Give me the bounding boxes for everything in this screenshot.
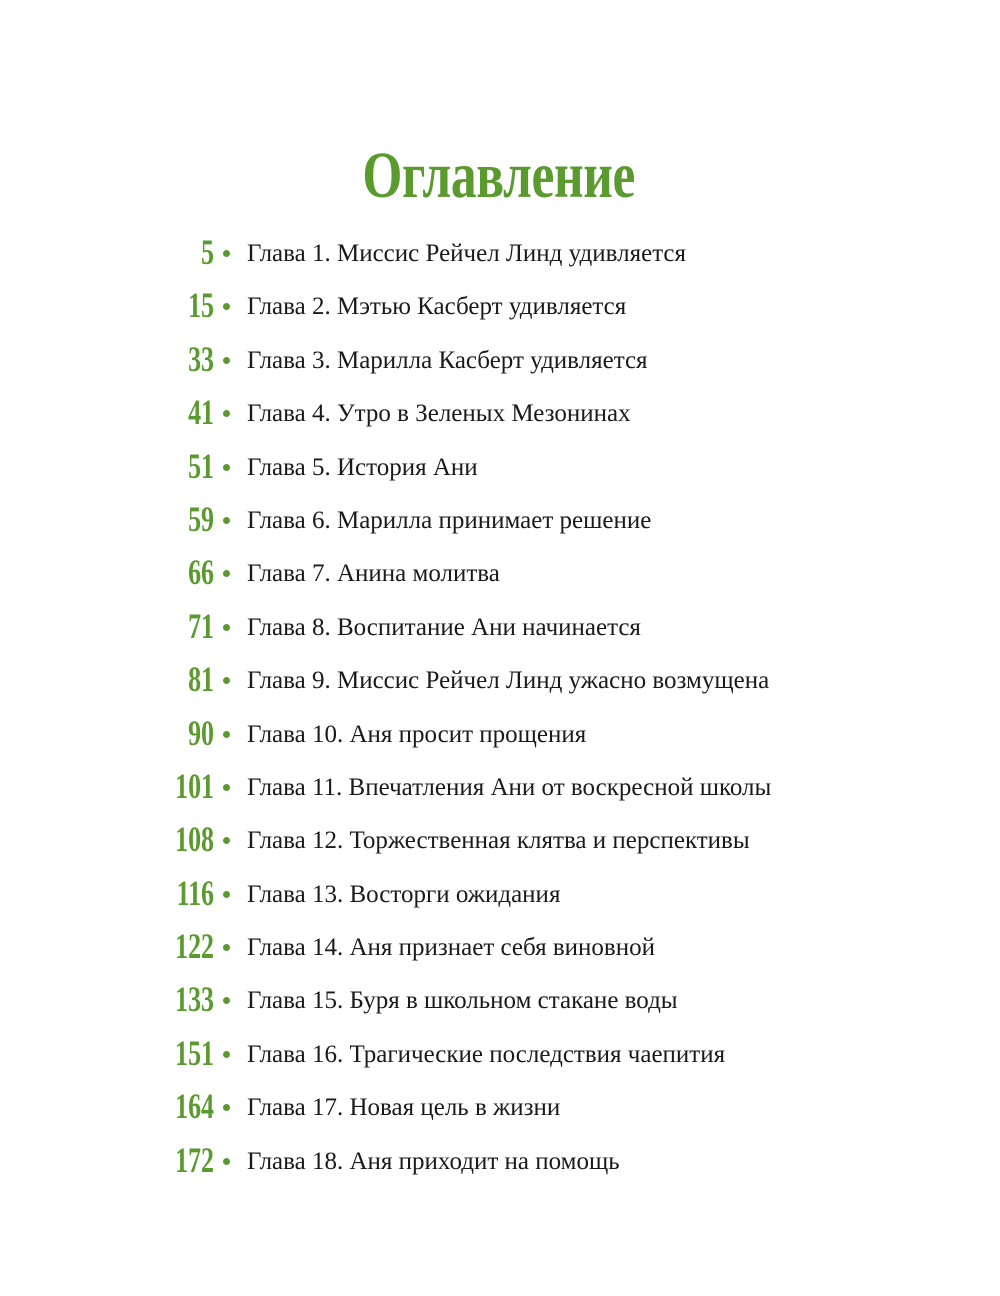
chapter-title: Глава 8. Воспитание Ани начинается — [247, 613, 641, 641]
page-number: 172 — [175, 1139, 214, 1180]
page-number: 41 — [188, 392, 214, 433]
toc-entry-12[interactable] — [0, 815, 1000, 868]
bullet-dot-icon — [223, 1158, 230, 1165]
toc-entry-9[interactable] — [0, 655, 1000, 708]
bullet-dot-icon — [223, 731, 230, 738]
page-number: 71 — [188, 605, 214, 646]
page-number: 5 — [201, 232, 214, 272]
page-number: 59 — [188, 498, 214, 539]
page-number: 51 — [188, 445, 214, 486]
bullet-dot-icon — [223, 410, 230, 417]
bullet-dot-icon — [223, 1104, 230, 1111]
chapter-title: Глава 2. Мэтью Касберт удивляется — [247, 293, 627, 321]
page-number: 116 — [176, 872, 214, 913]
page-number: 101 — [175, 765, 214, 806]
toc-entry-17[interactable] — [0, 1082, 1000, 1135]
page-number: 151 — [175, 1032, 214, 1073]
toc-entry-2[interactable] — [0, 281, 1000, 334]
bullet-dot-icon — [223, 997, 230, 1004]
table-of-contents — [0, 228, 1000, 1189]
chapter-title: Глава 4. Утро в Зеленых Мезонинах — [247, 400, 631, 428]
toc-entry-18[interactable] — [0, 1136, 1000, 1189]
toc-entry-10[interactable] — [0, 709, 1000, 762]
page-number: 164 — [175, 1086, 214, 1127]
bullet-dot-icon — [223, 517, 230, 524]
page-title: Оглавление — [362, 139, 635, 213]
chapter-title: Глава 11. Впечатления Ани от воскресной школы — [247, 773, 772, 801]
bullet-dot-icon — [223, 624, 230, 631]
page-number: 90 — [188, 712, 214, 753]
bullet-dot-icon — [223, 464, 230, 471]
toc-entry-4[interactable] — [0, 388, 1000, 441]
page-number: 122 — [175, 926, 214, 967]
chapter-title: Глава 1. Миссис Рейчел Линд удивляется — [247, 240, 687, 267]
toc-entry-6[interactable] — [0, 495, 1000, 548]
toc-entry-1[interactable] — [0, 228, 1000, 281]
toc-entry-3[interactable] — [0, 335, 1000, 388]
toc-entry-16[interactable] — [0, 1029, 1000, 1082]
chapter-title: Глава 9. Миссис Рейчел Линд ужасно возмущена — [247, 667, 770, 695]
chapter-title: Глава 10. Аня просит прощения — [247, 720, 587, 748]
toc-entry-8[interactable] — [0, 602, 1000, 655]
bullet-dot-icon — [223, 677, 230, 684]
chapter-title: Глава 3. Марилла Касберт удивляется — [247, 346, 648, 374]
page-number: 133 — [175, 979, 214, 1020]
toc-entry-5[interactable] — [0, 442, 1000, 495]
toc-entry-15[interactable] — [0, 975, 1000, 1028]
toc-entry-14[interactable] — [0, 922, 1000, 975]
bullet-dot-icon — [223, 784, 230, 791]
chapter-title: Глава 13. Восторги ожидания — [247, 880, 561, 908]
toc-entry-11[interactable] — [0, 762, 1000, 815]
page-number: 66 — [188, 552, 214, 593]
bullet-dot-icon — [223, 837, 230, 844]
page-number: 33 — [188, 338, 214, 379]
chapter-title: Глава 17. Новая цель в жизни — [247, 1094, 561, 1122]
bullet-dot-icon — [223, 944, 230, 951]
chapter-title: Глава 5. История Ани — [247, 453, 478, 481]
bullet-dot-icon — [223, 570, 230, 577]
chapter-title: Глава 18. Аня приходит на помощь — [247, 1147, 620, 1175]
chapter-title: Глава 12. Торжественная клятва и перспективы — [247, 827, 750, 855]
chapter-title: Глава 6. Марилла принимает решение — [247, 506, 652, 534]
bullet-dot-icon — [223, 1051, 230, 1058]
toc-entry-13[interactable] — [0, 869, 1000, 922]
bullet-dot-icon — [223, 891, 230, 898]
bullet-dot-icon — [223, 303, 230, 310]
chapter-title: Глава 14. Аня признает себя виновной — [247, 934, 655, 962]
chapter-title: Глава 7. Анина молитва — [247, 560, 500, 588]
page-number: 108 — [175, 819, 214, 860]
chapter-title: Глава 15. Буря в школьном стакане воды — [247, 987, 678, 1015]
chapter-title: Глава 16. Трагические последствия чаепития — [247, 1040, 726, 1068]
bullet-dot-icon — [223, 357, 230, 364]
toc-entry-7[interactable] — [0, 548, 1000, 601]
page-number: 81 — [188, 659, 214, 700]
page-number: 15 — [188, 285, 214, 326]
bullet-dot-icon — [223, 250, 230, 257]
